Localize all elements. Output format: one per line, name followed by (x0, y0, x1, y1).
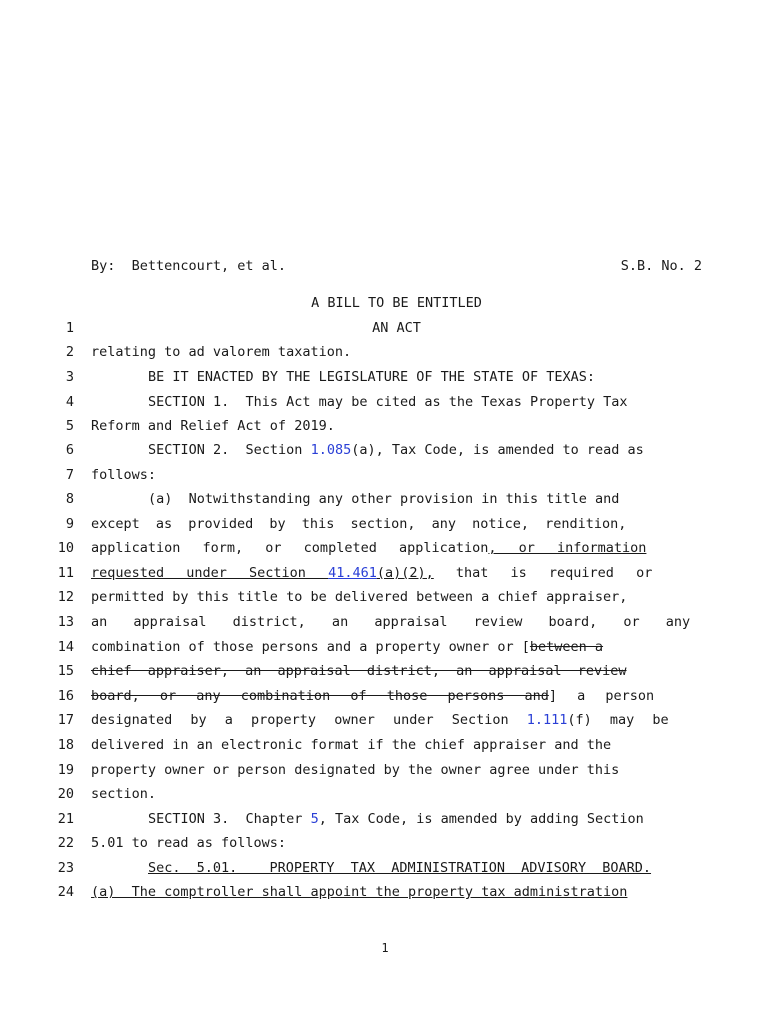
line-number: 17 (57, 712, 74, 728)
sec-5-01-heading: Sec. 5.01. PROPERTY TAX ADMINISTRATION ADVISORY BOARD. (148, 860, 652, 876)
line-number: 8 (65, 491, 74, 507)
line-number: 5 (65, 418, 74, 434)
line-11-inserted-lead: requested under Section (91, 565, 329, 581)
line-22-text: 5.01 to read as follows: (91, 835, 287, 851)
line-15-deleted: chief appraiser, an appraisal district, an appraisal review (91, 663, 627, 679)
line-24-inserted: (a) The comptroller shall appoint the property tax administration (91, 884, 628, 900)
line-14-plain: combination of those persons and a property owner or [ (91, 639, 530, 655)
line-17-lead: designated by a property owner under Section (91, 712, 527, 728)
line-16-text (91, 688, 702, 704)
section-1-111-link[interactable]: 1.111 (526, 712, 568, 728)
line-number: 3 (65, 369, 74, 385)
line-number: 22 (57, 835, 74, 851)
line-number: 18 (57, 737, 74, 753)
line-5-text: Reform and Relief Act of 2019. (91, 418, 335, 434)
line-17-text (91, 712, 702, 728)
line-7-text: follows: (91, 467, 157, 483)
line-number: 4 (65, 394, 74, 410)
line-number: 19 (57, 762, 74, 778)
line-number: 10 (57, 540, 74, 556)
act-title: AN ACT (372, 320, 421, 336)
section-2-text (91, 442, 702, 458)
section-1-085-link[interactable]: 1.085 (310, 442, 352, 458)
bill-title: A BILL TO BE ENTITLED (311, 295, 482, 311)
line-14-deleted: between a (529, 639, 604, 655)
line-12-text: permitted by this title to be delivered between a chief appraiser, (91, 589, 628, 605)
line-number: 24 (57, 884, 74, 900)
bill-header (91, 258, 702, 274)
line-number: 21 (57, 811, 74, 827)
line-19-text: property owner or person designated by the owner agree under this (91, 762, 620, 778)
section-3-lead: SECTION 3. Chapter (148, 811, 311, 827)
line-11-inserted-tail: (a)(2), (376, 565, 434, 581)
bill-number: S.B. No. 2 (620, 258, 702, 274)
line-17-tail: (f) may be (567, 712, 669, 728)
line-16-deleted: board, or any combination of those persons and (91, 688, 549, 704)
line-9-text: except as provided by this section, any notice, rendition, (91, 516, 627, 532)
line-13-text: an appraisal district, an appraisal review board, or any (91, 614, 691, 630)
bill-author: By: Bettencourt, et al. (91, 258, 287, 274)
line-18-text: delivered in an electronic format if the chief appraiser and the (91, 737, 612, 753)
line-16-plain: ] a person (548, 688, 655, 704)
line-number: 1 (65, 320, 74, 336)
line-number: 2 (65, 344, 74, 360)
line-11-plain: that is required or (433, 565, 653, 581)
line-number: 11 (57, 565, 74, 581)
line-10-text (91, 540, 702, 556)
line-number: 16 (57, 688, 74, 704)
line-number: 6 (65, 442, 74, 458)
line-2-text: relating to ad valorem taxation. (91, 344, 352, 360)
line-11-text (91, 565, 702, 581)
line-10-plain: application form, or completed application (91, 540, 489, 556)
line-14-text (91, 639, 702, 655)
section-3-tail: , Tax Code, is amended by adding Section (318, 811, 644, 827)
line-8-text: (a) Notwithstanding any other provision in this title and (148, 491, 620, 507)
section-2-tail: (a), Tax Code, is amended to read as (351, 442, 644, 458)
enacting-clause: BE IT ENACTED BY THE LEGISLATURE OF THE STATE OF TEXAS: (148, 369, 596, 385)
line-10-inserted: , or information (488, 540, 647, 556)
chapter-5-link[interactable]: 5 (310, 811, 319, 827)
line-number: 12 (57, 589, 74, 605)
section-2-lead: SECTION 2. Section (148, 442, 311, 458)
line-number: 15 (57, 663, 74, 679)
section-1-text: SECTION 1. This Act may be cited as the Texas Property Tax (148, 394, 628, 410)
line-number: 20 (57, 786, 74, 802)
section-41-461-link[interactable]: 41.461 (328, 565, 377, 581)
line-number: 23 (57, 860, 74, 876)
page-number: 1 (381, 941, 389, 955)
line-number: 7 (65, 467, 74, 483)
line-number: 9 (65, 516, 74, 532)
section-3-text (91, 811, 702, 827)
line-20-text: section. (91, 786, 157, 802)
line-number: 14 (57, 639, 74, 655)
line-number: 13 (57, 614, 74, 630)
